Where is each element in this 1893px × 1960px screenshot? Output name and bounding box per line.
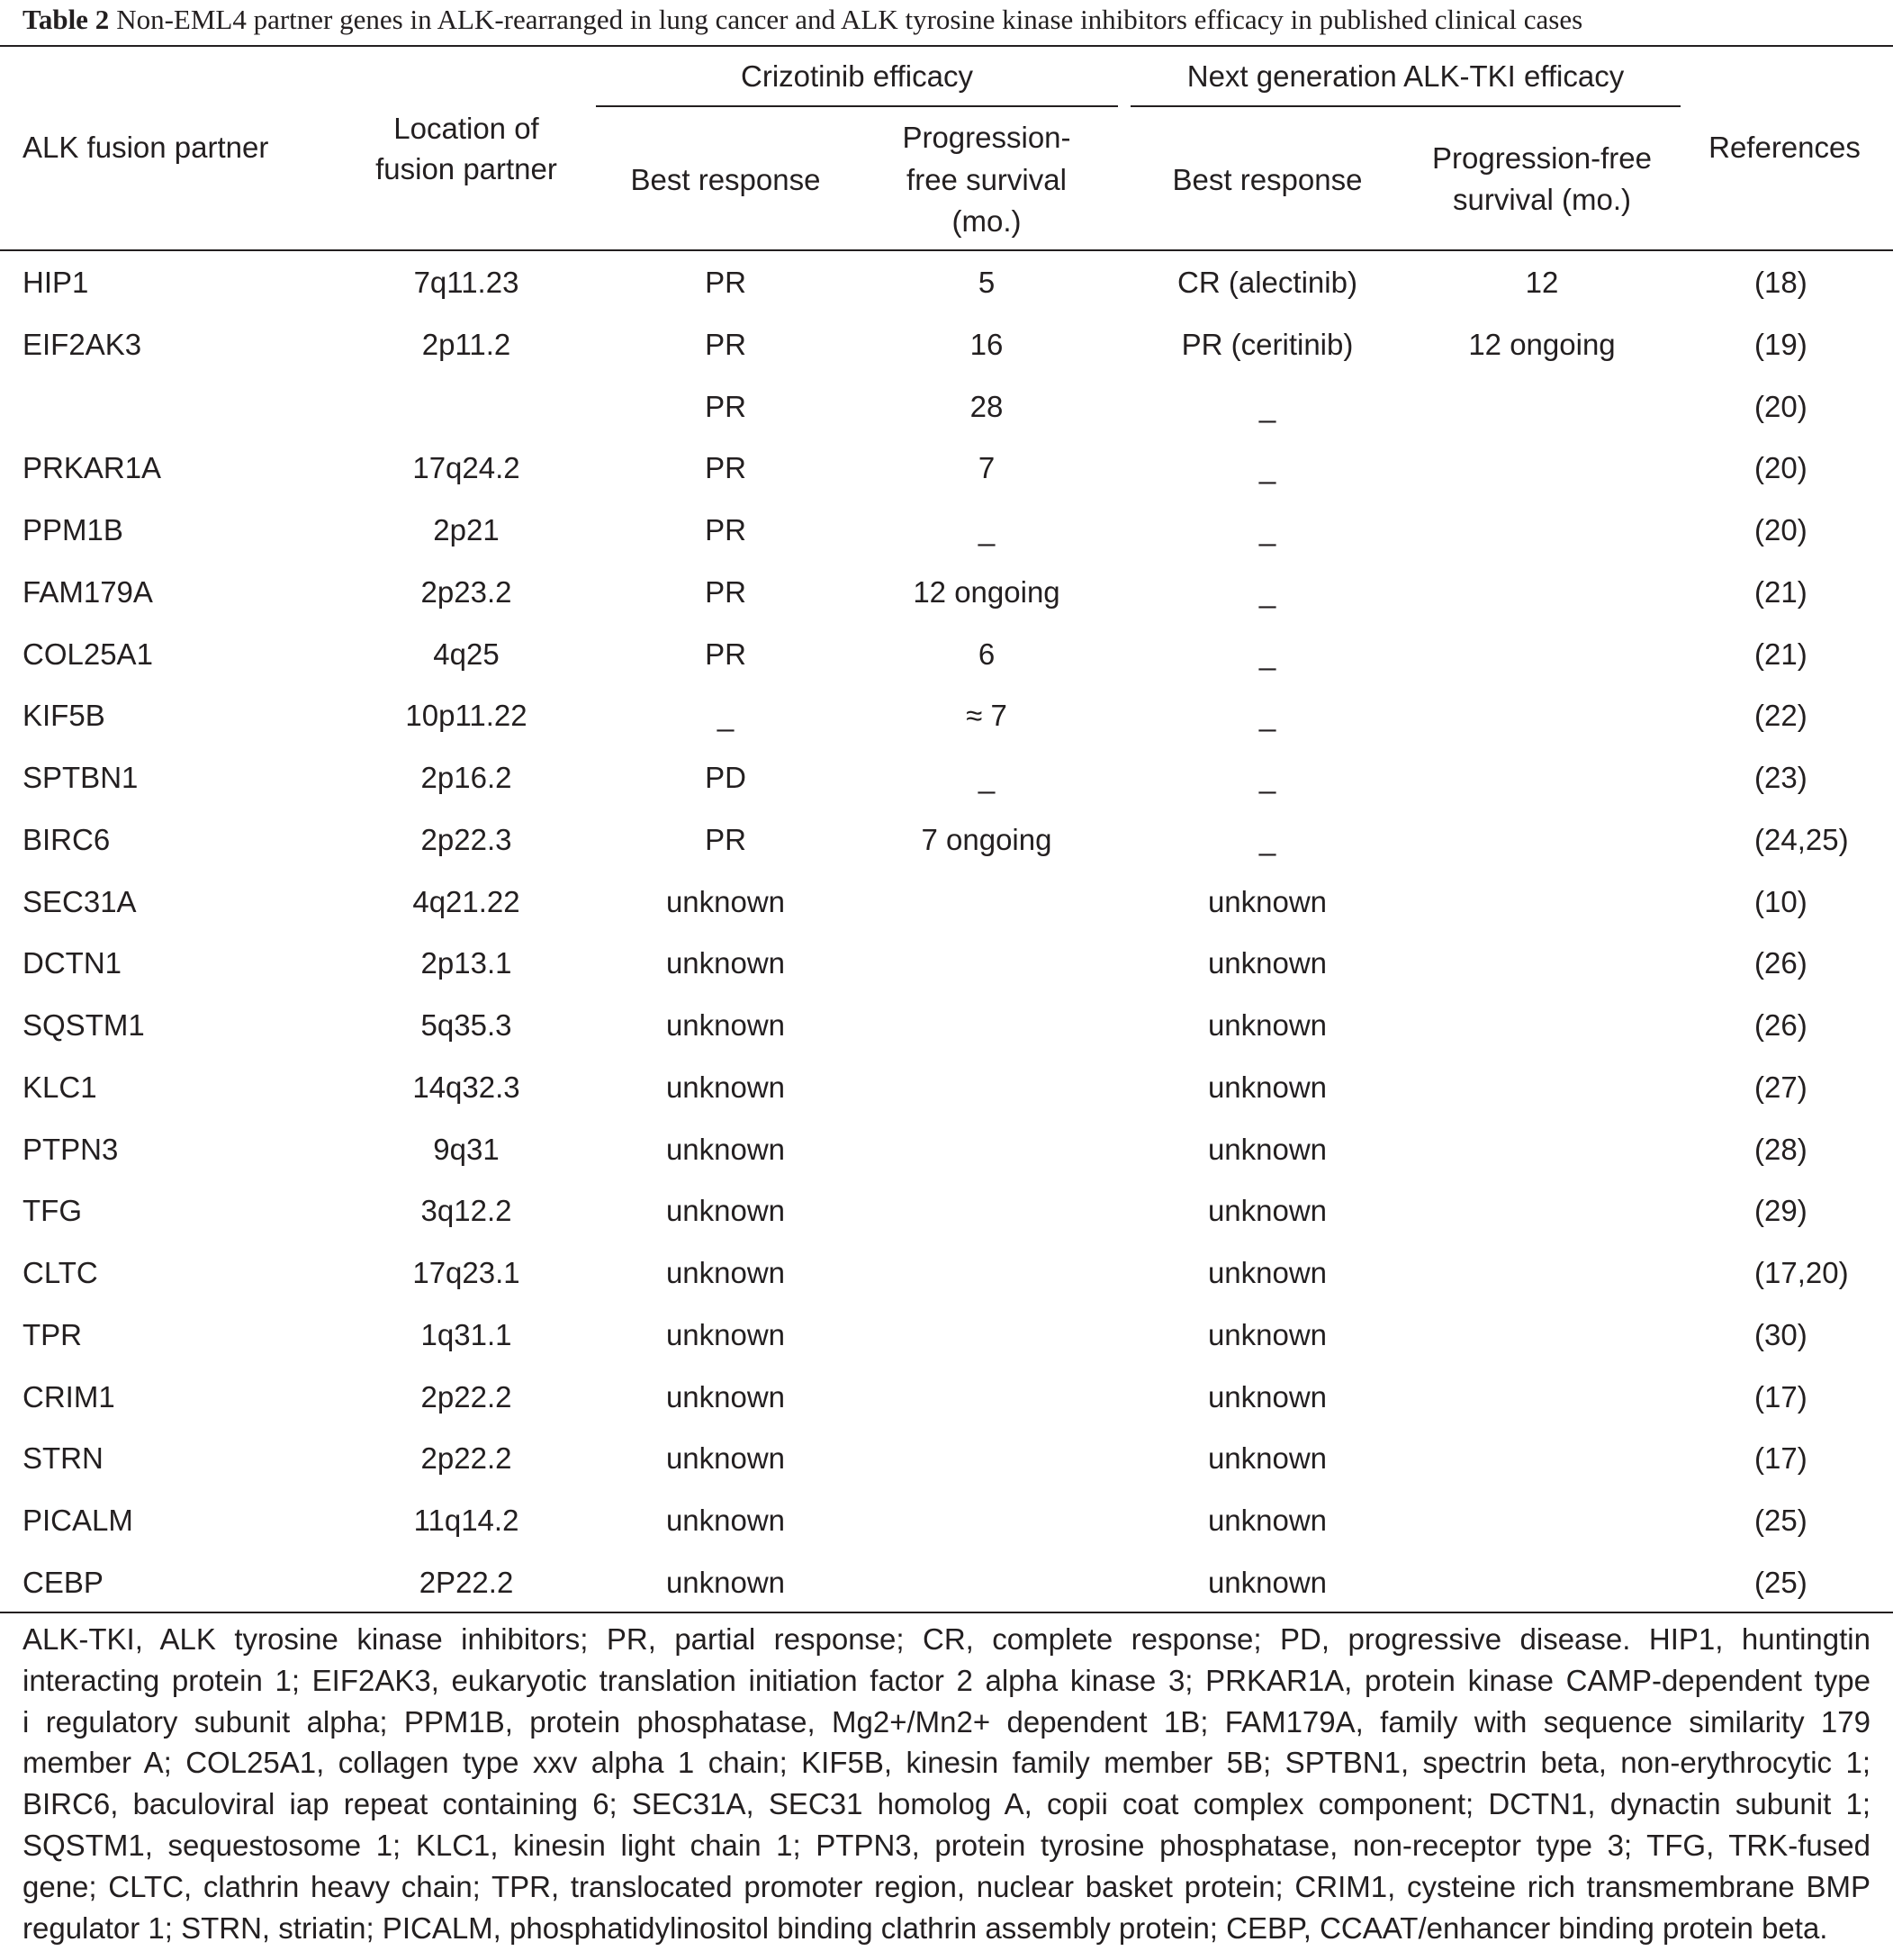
cell-references: (25) [1754, 1504, 1807, 1537]
cell-fusion-partner: COL25A1 [23, 637, 153, 671]
cell-references: (27) [1754, 1070, 1807, 1104]
bottom-rule [0, 1612, 1893, 1613]
cell-location [328, 376, 605, 438]
cell-references: (21) [1754, 637, 1807, 671]
cell-fusion-partner: KIF5B [23, 699, 105, 733]
header-next-gen-pfs-line: survival (mo.) [1452, 183, 1632, 216]
header-crizotinib-pfs-line: (mo.) [951, 204, 1022, 238]
cell-crizotinib-best-response: unknown [665, 946, 786, 980]
cell-next-gen-pfs [1408, 747, 1676, 809]
header-next-gen-pfs [1408, 138, 1676, 221]
cell-fusion-partner: PRKAR1A [23, 451, 162, 485]
cell-crizotinib-pfs: 16 [969, 327, 1004, 361]
header-crizotinib-pfs [846, 117, 1127, 243]
cell-references: (17) [1754, 1379, 1807, 1414]
cell-fusion-partner: TPR [23, 1317, 82, 1351]
cell-references: (26) [1754, 1008, 1807, 1042]
footnote-line: ALK-TKI, ALK tyrosine kinase inhibitors; PR, partial response; CR, complete response; PD, progressive disease. HIP1, huntingtin [23, 1622, 1870, 1656]
cell-next-gen-best-response: unknown [1207, 946, 1328, 980]
table-row [0, 685, 1893, 747]
cell-next-gen-pfs [1408, 872, 1676, 934]
cell-fusion-partner: TFG [23, 1194, 82, 1228]
cell-fusion-partner: SEC31A [23, 884, 137, 918]
cell-crizotinib-pfs: ≈ 7 [966, 699, 1007, 733]
cell-next-gen-pfs: 12 [1525, 266, 1559, 299]
cell-next-gen-pfs [1408, 933, 1676, 995]
cell-next-gen-best-response: _ [1258, 761, 1276, 794]
table-row [0, 376, 1893, 438]
cell-next-gen-pfs [1408, 809, 1676, 872]
cell-references: (29) [1754, 1194, 1807, 1228]
cell-location: 2p22.3 [420, 822, 512, 856]
cell-next-gen-pfs [1408, 1057, 1676, 1119]
cell-next-gen-best-response: unknown [1207, 1256, 1328, 1289]
cell-next-gen-best-response: unknown [1207, 884, 1328, 918]
footnote-line: SQSTM1, sequestosome 1; KLC1, kinesin light chain 1; PTPN3, protein tyrosine phosphatase, non-receptor type 3; TFG, TRK-fused [23, 1828, 1870, 1862]
cell-next-gen-pfs [1408, 1119, 1676, 1181]
header-fusion-partner: ALK fusion partner [23, 131, 269, 164]
cell-crizotinib-pfs [846, 1305, 1127, 1367]
cell-crizotinib-best-response: unknown [665, 1504, 786, 1537]
cell-references: (17) [1754, 1441, 1807, 1476]
cell-crizotinib-best-response: unknown [665, 1008, 786, 1042]
table-row [0, 933, 1893, 995]
cell-crizotinib-best-response: unknown [665, 1070, 786, 1104]
header-rule [0, 249, 1893, 251]
cell-next-gen-pfs [1408, 376, 1676, 438]
cell-next-gen-best-response: _ [1258, 699, 1276, 733]
table-row [0, 1057, 1893, 1119]
table-label: Table 2 [23, 4, 110, 35]
next-gen-group-rule [1131, 105, 1681, 107]
table-row [0, 1180, 1893, 1242]
top-rule [0, 45, 1893, 47]
cell-fusion-partner: HIP1 [23, 266, 89, 299]
cell-fusion-partner: DCTN1 [23, 946, 122, 980]
cell-references: (28) [1754, 1132, 1807, 1166]
cell-fusion-partner: PICALM [23, 1504, 133, 1537]
cell-references: (21) [1754, 574, 1807, 609]
next-gen-group-header: Next generation ALK-TKI efficacy [1186, 59, 1625, 93]
cell-crizotinib-best-response: PR [705, 389, 746, 423]
table-row [0, 314, 1893, 376]
cell-next-gen-best-response: _ [1258, 389, 1276, 423]
cell-next-gen-best-response: unknown [1207, 1194, 1328, 1228]
header-crizotinib-pfs-line: Progression- [902, 121, 1071, 154]
cell-location: 10p11.22 [405, 699, 527, 733]
cell-fusion-partner: SQSTM1 [23, 1008, 145, 1042]
cell-next-gen-best-response: unknown [1207, 1070, 1328, 1104]
cell-references: (17,20) [1754, 1256, 1849, 1289]
header-location-line: Location of [393, 111, 539, 145]
table-footnote [23, 1619, 1870, 1948]
cell-location: 4q25 [433, 637, 500, 671]
cell-location: 2p13.1 [420, 946, 512, 980]
cell-next-gen-pfs [1408, 1490, 1676, 1552]
cell-location: 2p21 [433, 513, 500, 546]
cell-next-gen-best-response: unknown [1207, 1504, 1328, 1537]
cell-next-gen-best-response: PR (ceritinib) [1181, 327, 1354, 361]
header-references: References [1708, 131, 1861, 164]
cell-fusion-partner: CRIM1 [23, 1379, 115, 1414]
cell-next-gen-pfs: 12 ongoing [1468, 327, 1616, 361]
cell-references: (23) [1754, 761, 1807, 794]
cell-location: 2p16.2 [420, 761, 512, 794]
table-row [0, 1119, 1893, 1181]
cell-crizotinib-best-response: PR [705, 327, 746, 361]
cell-next-gen-best-response: unknown [1207, 1317, 1328, 1351]
cell-crizotinib-best-response: PR [705, 513, 746, 546]
cell-crizotinib-pfs [846, 1057, 1127, 1119]
cell-crizotinib-pfs [846, 1180, 1127, 1242]
cell-next-gen-pfs [1408, 995, 1676, 1057]
footnote-line: i regulatory subunit alpha; PPM1B, protein phosphatase, Mg2+/Mn2+ dependent 1B; FAM179A, family with sequence similarity 179 [23, 1704, 1870, 1739]
cell-location: 5q35.3 [420, 1008, 512, 1042]
cell-fusion-partner: EIF2AK3 [23, 327, 142, 361]
cell-fusion-partner: PPM1B [23, 513, 123, 546]
cell-crizotinib-pfs: 12 ongoing [913, 574, 1060, 609]
table-row [0, 252, 1893, 314]
cell-references: (20) [1754, 513, 1807, 546]
cell-crizotinib-best-response: unknown [665, 1565, 786, 1599]
cell-fusion-partner: SPTBN1 [23, 761, 139, 794]
cell-crizotinib-pfs [846, 995, 1127, 1057]
table-caption: Non-EML4 partner genes in ALK-rearranged in lung cancer and ALK tyrosine kinase inhibitors efficacy in published clinical cases [116, 4, 1583, 35]
cell-location: 11q14.2 [413, 1504, 519, 1537]
header-crizotinib-pfs-line: free survival [906, 162, 1067, 196]
cell-next-gen-pfs [1408, 1242, 1676, 1305]
footnote-line: regulator 1; STRN, striatin; PICALM, phosphatidylinositol binding clathrin assembly protein; CEBP, CCAAT/enhancer binding protein beta. [23, 1910, 1828, 1945]
header-crizotinib-best-response: Best response [630, 163, 821, 196]
cell-next-gen-pfs [1408, 1305, 1676, 1367]
cell-references: (24,25) [1754, 822, 1849, 856]
cell-crizotinib-best-response: _ [717, 699, 735, 733]
cell-crizotinib-pfs: 7 [978, 451, 996, 485]
cell-next-gen-pfs [1408, 1552, 1676, 1614]
table-row [0, 562, 1893, 624]
cell-crizotinib-best-response: unknown [665, 1132, 786, 1166]
cell-location: 7q11.23 [413, 266, 519, 299]
crizotinib-group-header: Crizotinib efficacy [741, 59, 973, 93]
cell-fusion-partner: KLC1 [23, 1070, 97, 1104]
cell-location: 17q24.2 [412, 451, 520, 485]
cell-next-gen-best-response: _ [1258, 451, 1276, 485]
table-row [0, 809, 1893, 872]
cell-crizotinib-pfs: _ [978, 761, 996, 794]
cell-crizotinib-pfs [846, 1367, 1127, 1429]
table-row [0, 1367, 1893, 1429]
cell-next-gen-pfs [1408, 500, 1676, 562]
cell-location: 2p22.2 [420, 1441, 512, 1476]
crizotinib-group-rule [596, 105, 1118, 107]
table-row [0, 995, 1893, 1057]
cell-next-gen-best-response: _ [1258, 574, 1276, 609]
cell-references: (25) [1754, 1565, 1807, 1599]
cell-crizotinib-pfs [846, 1428, 1127, 1490]
table-title [23, 0, 1582, 40]
footnote-line: member A; COL25A1, collagen type xxv alpha 1 chain; KIF5B, kinesin family member 5B; SPTBN1, spectrin beta, non-erythrocytic 1; [23, 1746, 1870, 1780]
table-row [0, 1305, 1893, 1367]
table-row [0, 872, 1893, 934]
cell-fusion-partner: CEBP [23, 1565, 104, 1599]
header-next-gen-pfs-line: Progression-free [1432, 141, 1652, 175]
cell-location: 2P22.2 [419, 1565, 514, 1599]
table-row [0, 1242, 1893, 1305]
cell-next-gen-best-response: unknown [1207, 1132, 1328, 1166]
table-row [0, 1490, 1893, 1552]
cell-fusion-partner [0, 376, 328, 438]
cell-location: 4q21.22 [412, 884, 520, 918]
cell-location: 9q31 [433, 1132, 500, 1166]
header-location [328, 108, 605, 189]
cell-crizotinib-best-response: unknown [665, 884, 786, 918]
cell-crizotinib-best-response: PR [705, 637, 746, 671]
table-row [0, 1428, 1893, 1490]
cell-references: (19) [1754, 327, 1807, 361]
cell-references: (18) [1754, 266, 1807, 299]
cell-references: (22) [1754, 699, 1807, 733]
table-row [0, 624, 1893, 686]
cell-next-gen-pfs [1408, 685, 1676, 747]
cell-crizotinib-pfs [846, 1552, 1127, 1614]
cell-next-gen-best-response: _ [1258, 637, 1276, 671]
cell-crizotinib-pfs [846, 1242, 1127, 1305]
table-row [0, 438, 1893, 500]
cell-references: (20) [1754, 389, 1807, 423]
cell-references: (10) [1754, 884, 1807, 918]
cell-crizotinib-best-response: unknown [665, 1317, 786, 1351]
cell-crizotinib-best-response: PR [705, 574, 746, 609]
cell-fusion-partner: BIRC6 [23, 822, 111, 856]
cell-fusion-partner: FAM179A [23, 574, 153, 609]
cell-next-gen-best-response: _ [1258, 822, 1276, 856]
cell-next-gen-pfs [1408, 438, 1676, 500]
table-row [0, 500, 1893, 562]
cell-next-gen-pfs [1408, 1367, 1676, 1429]
cell-next-gen-best-response: unknown [1207, 1565, 1328, 1599]
cell-next-gen-best-response: unknown [1207, 1008, 1328, 1042]
cell-next-gen-pfs [1408, 562, 1676, 624]
cell-next-gen-best-response: unknown [1207, 1379, 1328, 1414]
cell-crizotinib-best-response: unknown [665, 1379, 786, 1414]
cell-fusion-partner: STRN [23, 1441, 104, 1476]
cell-next-gen-best-response: CR (alectinib) [1177, 266, 1357, 299]
cell-crizotinib-pfs [846, 933, 1127, 995]
cell-next-gen-pfs [1408, 1180, 1676, 1242]
table-body [0, 252, 1893, 1614]
cell-location: 14q32.3 [412, 1070, 520, 1104]
cell-location: 1q31.1 [420, 1317, 512, 1351]
cell-next-gen-pfs [1408, 624, 1676, 686]
cell-crizotinib-pfs [846, 1119, 1127, 1181]
cell-next-gen-best-response: unknown [1207, 1441, 1328, 1476]
cell-references: (26) [1754, 946, 1807, 980]
cell-crizotinib-best-response: PR [705, 822, 746, 856]
cell-location: 17q23.1 [412, 1256, 520, 1289]
cell-crizotinib-pfs [846, 1490, 1127, 1552]
cell-crizotinib-best-response: PR [705, 266, 746, 299]
cell-location: 2p23.2 [420, 574, 512, 609]
cell-location: 3q12.2 [420, 1194, 512, 1228]
cell-crizotinib-best-response: unknown [665, 1256, 786, 1289]
cell-crizotinib-best-response: PD [705, 761, 746, 794]
cell-references: (20) [1754, 451, 1807, 485]
cell-crizotinib-best-response: unknown [665, 1194, 786, 1228]
cell-references: (30) [1754, 1317, 1807, 1351]
table-row [0, 747, 1893, 809]
cell-crizotinib-pfs: 5 [978, 266, 996, 299]
cell-crizotinib-pfs: 28 [969, 389, 1004, 423]
cell-crizotinib-pfs: 6 [978, 637, 996, 671]
cell-crizotinib-best-response: unknown [665, 1441, 786, 1476]
cell-crizotinib-pfs: _ [978, 513, 996, 546]
cell-crizotinib-pfs [846, 872, 1127, 934]
table-row [0, 1552, 1893, 1614]
footnote-line: BIRC6, baculoviral iap repeat containing 6; SEC31A, SEC31 homolog A, copii coat complex component; DCTN1, dynactin subunit 1; [23, 1787, 1870, 1821]
footnote-line: gene; CLTC, clathrin heavy chain; TPR, translocated promoter region, nuclear basket protein; CRIM1, cysteine rich transmembrane BMP [23, 1869, 1870, 1903]
cell-fusion-partner: CLTC [23, 1256, 98, 1289]
cell-crizotinib-pfs: 7 ongoing [921, 822, 1052, 856]
cell-next-gen-best-response: _ [1258, 513, 1276, 546]
cell-location: 2p22.2 [420, 1379, 512, 1414]
header-next-gen-best-response: Best response [1172, 163, 1363, 196]
cell-next-gen-pfs [1408, 1428, 1676, 1490]
cell-crizotinib-best-response: PR [705, 451, 746, 485]
cell-location: 2p11.2 [421, 327, 511, 361]
footnote-line: interacting protein 1; EIF2AK3, eukaryotic translation initiation factor 2 alpha kinase 3; PRKAR1A, protein kinase CAMP-dependent type [23, 1663, 1870, 1697]
header-location-line: fusion partner [375, 151, 557, 185]
cell-fusion-partner: PTPN3 [23, 1132, 119, 1166]
